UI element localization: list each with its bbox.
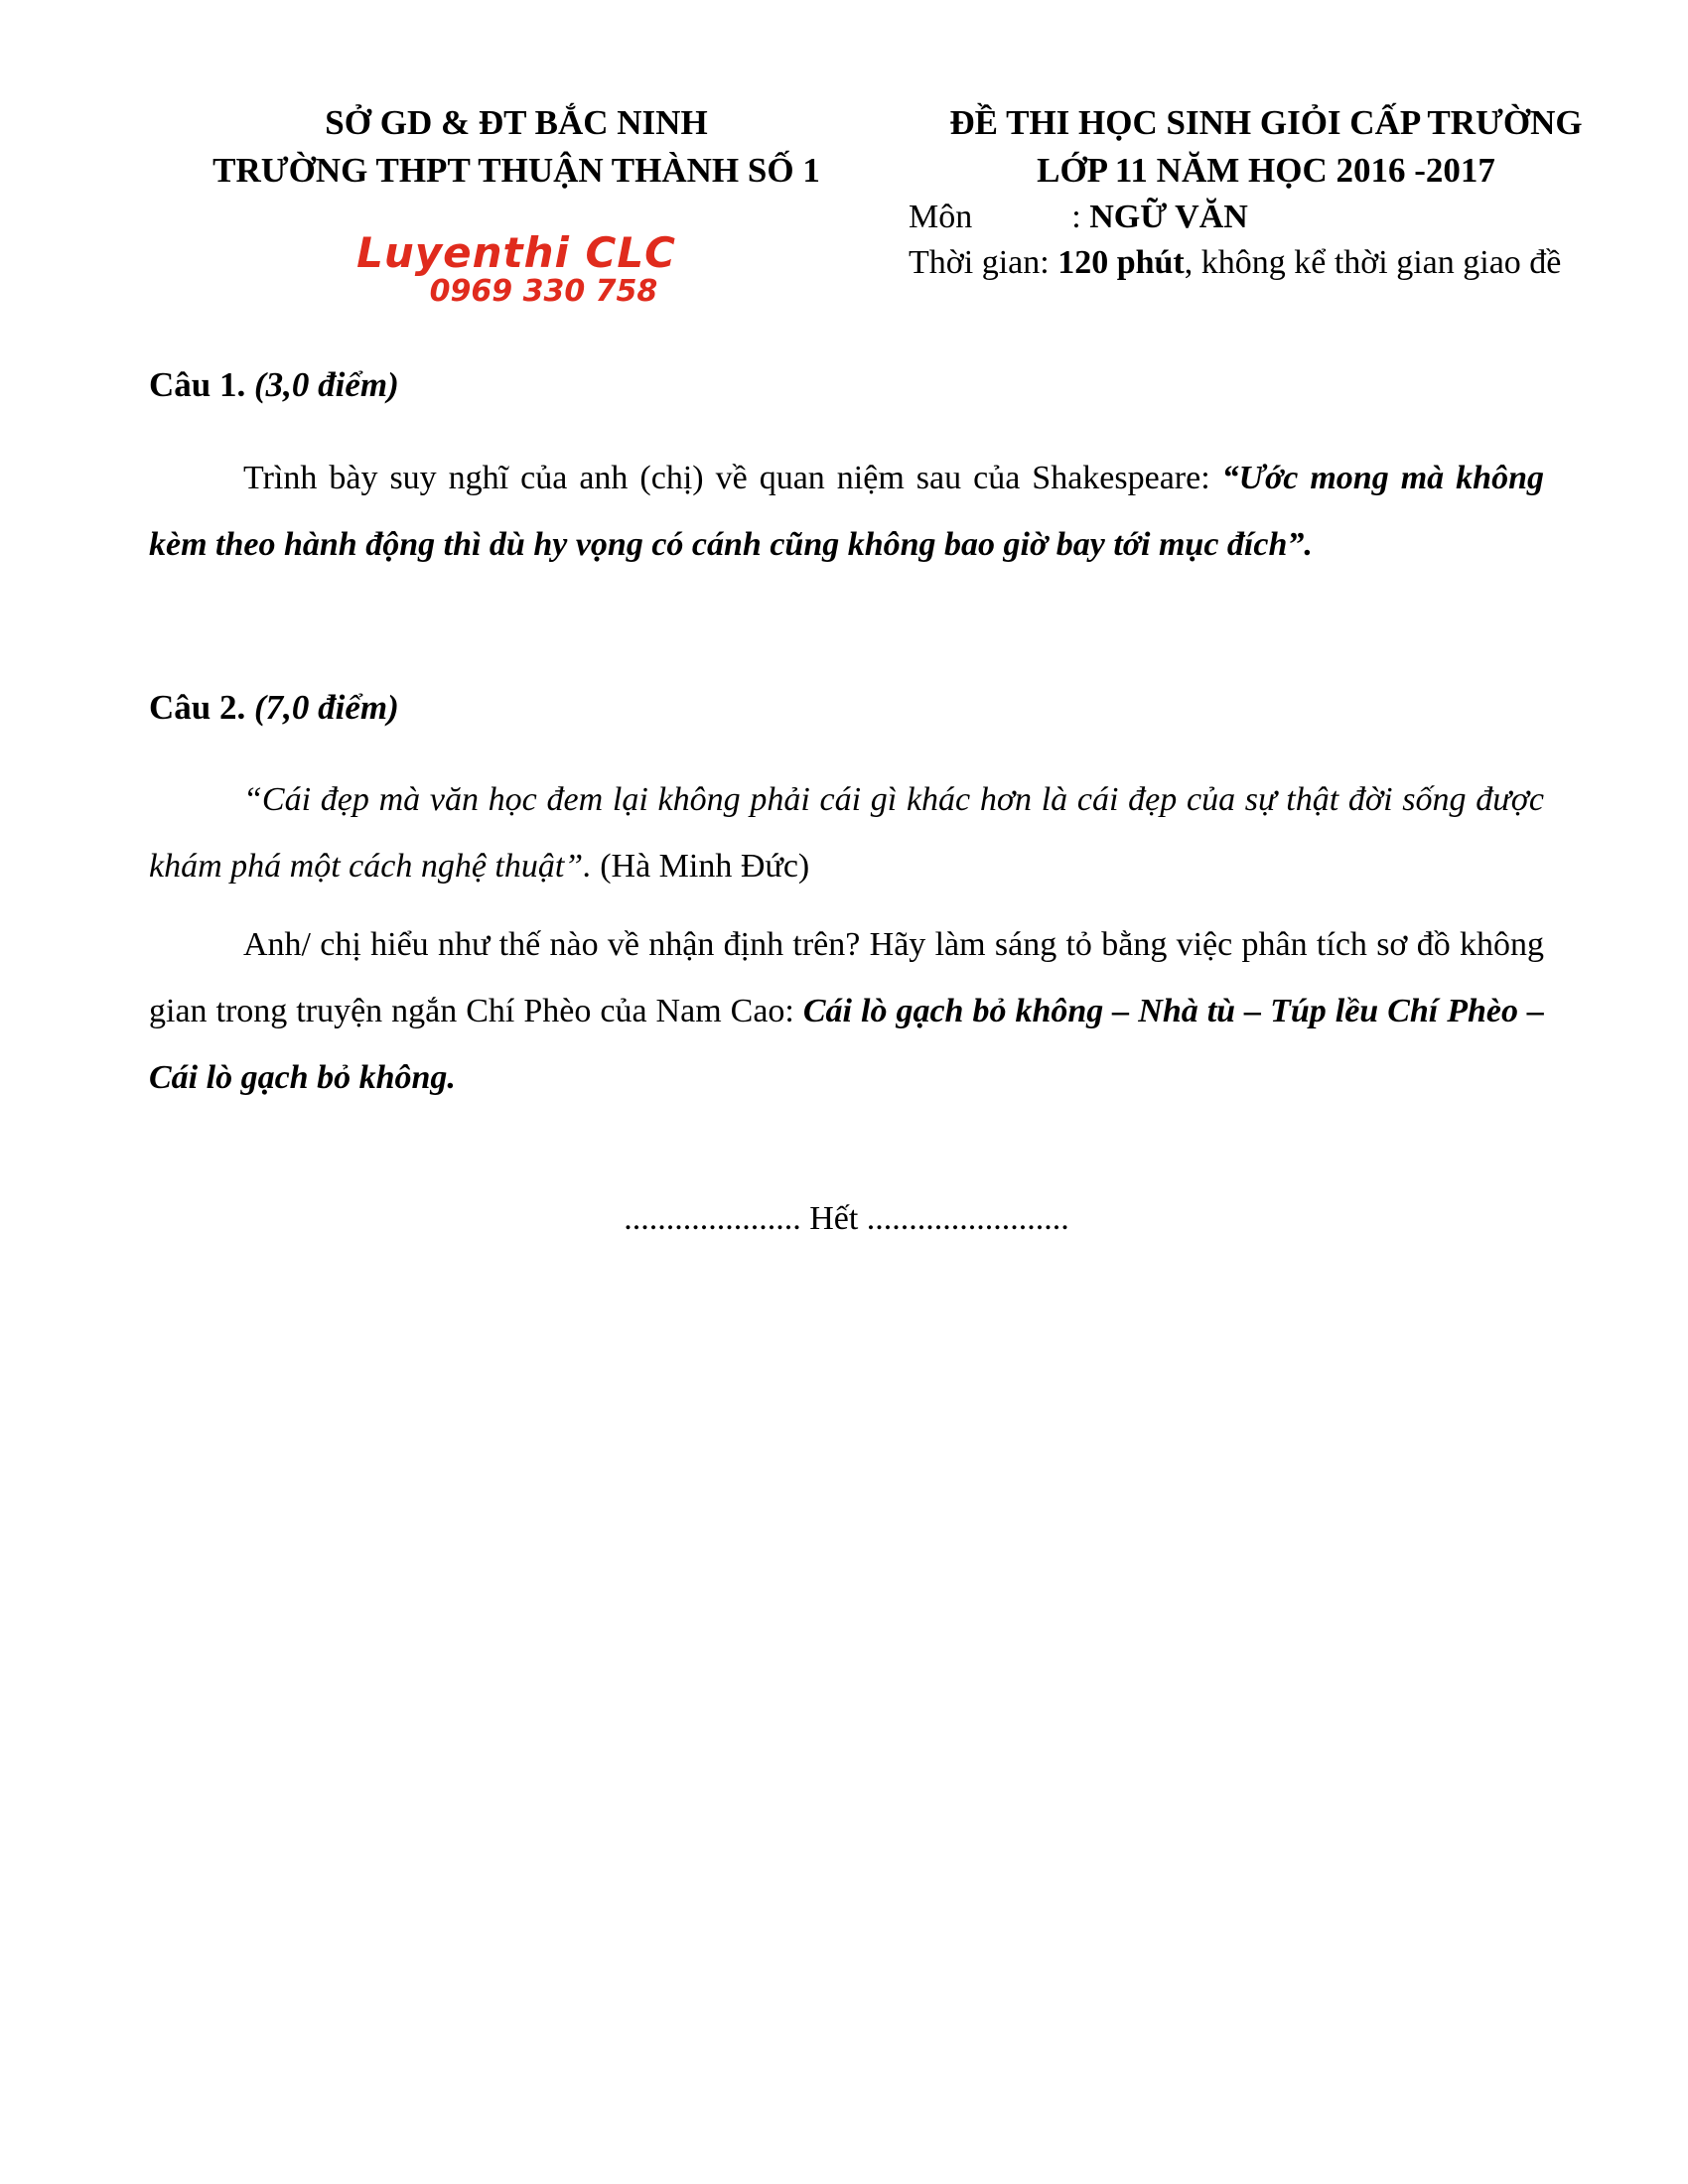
text-run: Trình bày suy nghĩ của anh (chị) về quan niệm sau của Shakespeare:	[243, 460, 1222, 496]
exam-subject-line	[909, 195, 1623, 240]
question-2-text	[149, 911, 1544, 1111]
luyenthi-clc-logo	[184, 230, 849, 308]
text-run: Môn	[909, 199, 973, 235]
text-run: (Hà Minh Đức)	[591, 848, 810, 885]
exam-time-line	[909, 240, 1623, 286]
text-run: (7,0 điểm)	[254, 688, 399, 727]
department-name: SỞ GD & ĐT BẮC NINH	[325, 103, 708, 142]
question-2-quote	[149, 766, 1544, 899]
text-run: Anh/ chị hiểu như thế nào về nhận định trên? Hãy làm sáng tỏ bằng việc phân tích sơ đồ không gian trong truyện ngắn Chí Phèo của Nam Cao:	[149, 926, 1544, 1029]
school-header	[184, 99, 849, 195]
text-run: , không kể thời gian giao đề	[1184, 244, 1562, 281]
text-run: Câu 2.	[149, 688, 254, 727]
text-run: Cái lò gạch bỏ không – Nhà tù – Túp lều Chí Phèo – Cái lò gạch bỏ không.	[149, 993, 1544, 1096]
text-run: NGỮ VĂN	[1089, 199, 1248, 235]
question-1-heading	[149, 362, 399, 408]
text-run: Thời gian:	[909, 244, 1058, 281]
question-2-heading	[149, 685, 399, 731]
end-of-exam-marker: ..................... Hết ........................	[624, 1200, 1069, 1237]
exam-title: ĐỀ THI HỌC SINH GIỎI CẤP TRƯỜNG	[949, 103, 1583, 142]
logo-phone-number: 0969 330 758	[429, 274, 658, 309]
question-1-text	[149, 445, 1544, 578]
school-name: TRƯỜNG THPT THUẬN THÀNH SỐ 1	[212, 151, 820, 190]
logo-brand-text: Luyenthi CLC	[356, 228, 676, 277]
text-run: (3,0 điểm)	[254, 365, 399, 404]
text-run: 120 phút	[1057, 244, 1185, 281]
text-run: :	[1071, 199, 1090, 235]
text-run: “Cái đẹp mà văn học đem lại không phải cái gì khác hơn là cái đẹp của sự thật đời sống được khám phá một cách nghệ thuật”.	[149, 781, 1544, 885]
exam-grade-year: LỚP 11 NĂM HỌC 2016 -2017	[1037, 151, 1495, 190]
text-run: Câu 1.	[149, 365, 254, 404]
text-run: “Ước mong mà không kèm theo hành động thì dù hy vọng có cánh cũng không bao giờ bay tới mục đích”.	[149, 460, 1544, 563]
exam-header	[909, 99, 1623, 286]
